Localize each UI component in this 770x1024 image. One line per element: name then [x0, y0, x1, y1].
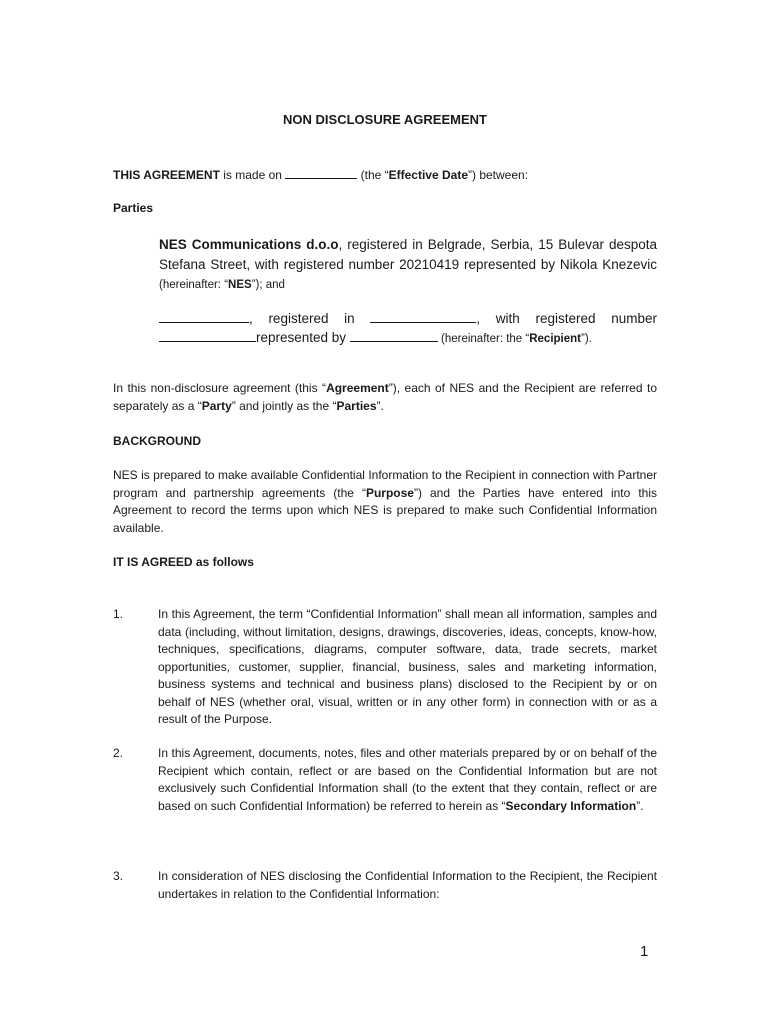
party-two-short-name: Recipient [529, 333, 581, 345]
document-title: NON DISCLOSURE AGREEMENT [283, 112, 487, 127]
party-one-hereinafter-close: ”); and [251, 279, 285, 291]
definitions-paragraph [113, 380, 657, 415]
party-two-name-blank[interactable] [159, 310, 249, 323]
clause-text: In consideration of NES disclosing the Confidential Information to the Recipient, the Recipient undertakes in relation to the Confidential Information: [158, 869, 657, 901]
made-on-text: is made on [219, 168, 286, 182]
background-text-2: ”) and the Parties have entered into this Agreement to record the terms upon which NES is prepared to make such Confidential Information available. [113, 485, 658, 535]
party-one-short-name: NES [228, 279, 252, 291]
party-two-line-2 [159, 328, 659, 350]
clause-2-text: In this Agreement, documents, notes, files and other materials prepared by or on behalf of the Recipient which contain, reflect or are based on the Confidential Information but are not exclusively such Confidential Information shall (to the extent that they contain, reflect or are based on such Confidential Information) be referred to herein as “ [158, 746, 657, 813]
definitions-text-2: ”), each of NES and the Recipient are referred to separately as a “ [113, 381, 657, 413]
definitions-text-4: ”. [376, 398, 384, 413]
clause-2-after: ”. [636, 798, 644, 813]
effective-date-term: Effective Date [388, 168, 468, 182]
agreement-term: Agreement [326, 381, 389, 395]
page-number: 1 [640, 943, 649, 960]
between-text: ”) between: [468, 168, 529, 182]
background-paragraph [113, 467, 657, 537]
party-two-location-blank[interactable] [370, 310, 476, 323]
party-one-name: NES Communications d.o.o [159, 237, 339, 252]
party-two-represented-by: represented by [256, 330, 350, 345]
secondary-information-term: Secondary Information [505, 798, 637, 813]
definitions-text-3: ” and jointly as the “ [231, 398, 337, 413]
purpose-term: Purpose [365, 485, 414, 500]
clause-number: 1. [113, 607, 124, 621]
definitions-text-1: In this non-disclosure agreement (this “ [113, 381, 327, 395]
clause-number: 3. [113, 869, 124, 883]
clause-text [158, 745, 657, 815]
party-one-hereinafter-open: (hereinafter: “ [159, 279, 229, 291]
background-text-1: NES is prepared to make available Confidential Information to the Recipient in connection with Partner program and partnership agreements (the “ [113, 468, 657, 500]
clause-number: 2. [113, 746, 124, 760]
parties-term: Parties [336, 398, 377, 413]
party-two-hereinafter-close: ”). [580, 333, 592, 345]
agreed-heading: IT IS AGREED as follows [113, 555, 254, 569]
parties-heading: Parties [113, 201, 154, 215]
intro-line [113, 166, 528, 182]
this-agreement-label: THIS AGREEMENT [113, 168, 220, 182]
clause-text: In this Agreement, the term “Confidential Information” shall mean all information, samples and data (including, without limitation, designs, drawings, discoveries, ideas, concepts, know-how, techniques, specifications, diagrams, computer software, data, trade secrets, market opportunities, customer, supplier, financial, business, sales and marketing information, business systems and technical and business plans) disclosed to the Recipient by or on behalf of NES (whether oral, visual, written or in any other form) in connection with or as a result of the Purpose. [158, 607, 657, 726]
party-one [159, 235, 657, 296]
party-term: Party [201, 398, 232, 413]
party-two-with-number: , with registered number [476, 311, 657, 326]
party-two-line-1 [159, 309, 657, 329]
party-one-details: , registered in Belgrade, Serbia, 15 Bulevar despota Stefana Street, with registered number 20210419 represented by Nikola Knezevic [159, 237, 657, 272]
background-heading: BACKGROUND [113, 434, 201, 448]
party-two-representative-blank[interactable] [350, 329, 438, 342]
party-two-registered-in: , registered in [249, 311, 371, 326]
effective-date-blank[interactable] [285, 166, 357, 179]
party-two-number-blank[interactable] [159, 329, 256, 342]
party-two-hereinafter-open: (hereinafter: the “ [437, 333, 530, 345]
the-open-text: (the “ [357, 168, 389, 182]
